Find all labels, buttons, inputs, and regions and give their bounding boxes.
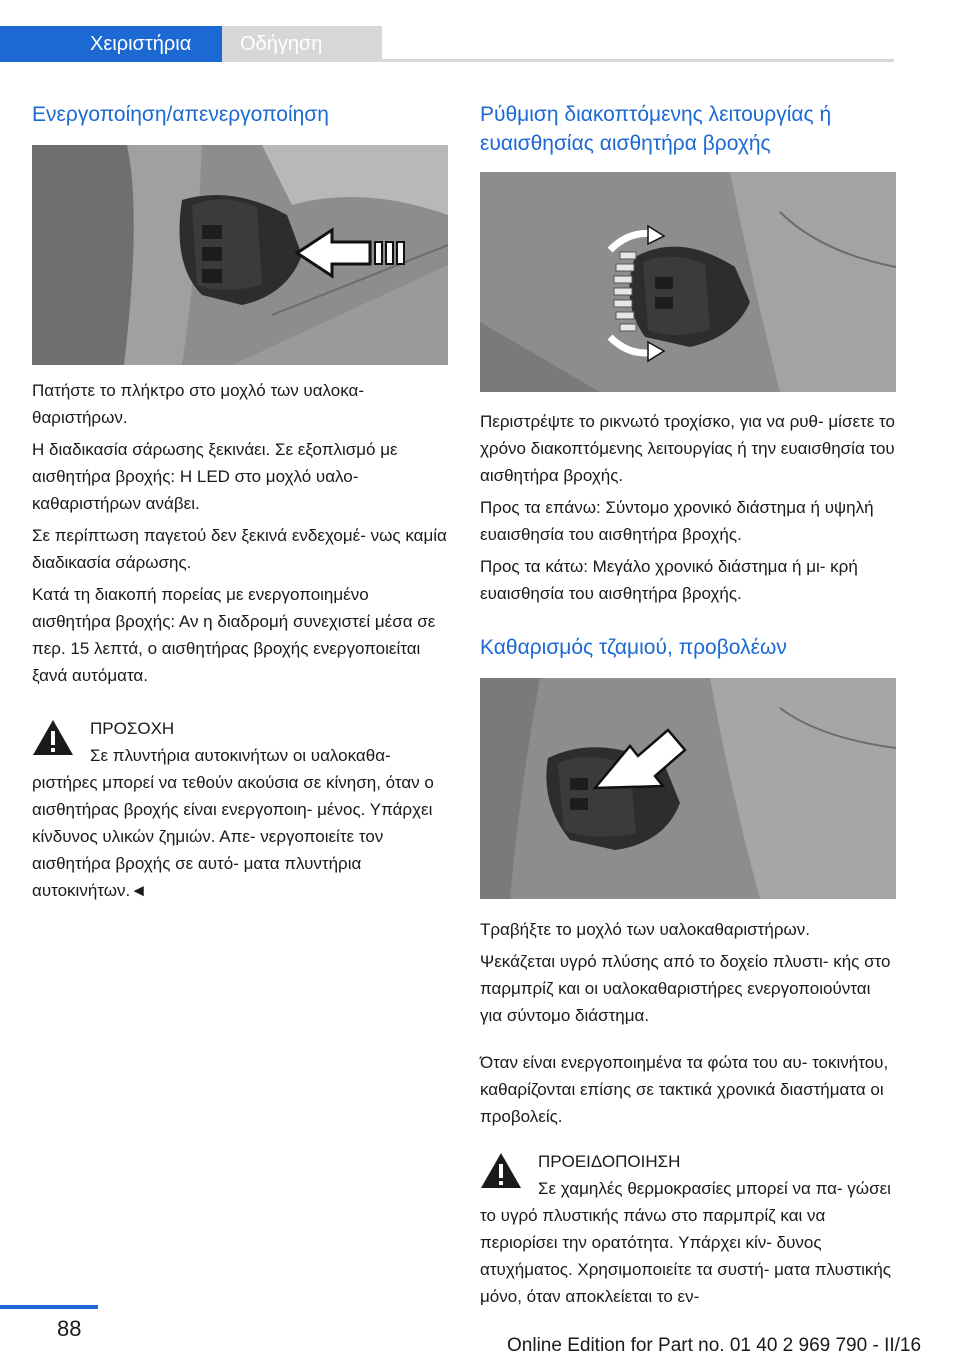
header-divider: [382, 59, 894, 62]
warning-title: ΠΡΟΣΟΧΗ: [90, 719, 175, 738]
warning-title: ΠΡΟΕΙΔΟΠΟΙΗΣΗ: [538, 1152, 681, 1171]
footer-divider: [0, 1305, 98, 1309]
section-heading-on-off: Ενεργοποίηση/απενεργοποίηση: [32, 103, 329, 126]
paragraph: Περιστρέψτε το ρικνωτό τροχίσκο, για να ρυθ‐ μίσετε το χρόνο διακοπτόμενης λειτουργίας ή την ευαισθησία του αισθητήρα βροχής.: [480, 412, 895, 485]
right-column: [480, 100, 896, 1310]
left-column: [32, 100, 448, 904]
pull-lever-illustration: [480, 678, 896, 899]
paragraph: Τραβήξτε το μοχλό των υαλοκαθαριστήρων.: [480, 920, 811, 939]
paragraph: Σε περίπτωση παγετού δεν ξεκινά ενδεχομέ‐ νως καμία διαδικασία σάρωσης.: [32, 526, 447, 572]
warning-triangle-icon: [32, 719, 74, 756]
warning-notice: [480, 1148, 896, 1310]
caution-notice: [32, 715, 448, 904]
warning-text: Σε χαμηλές θερμοκρασίες μπορεί να πα‐ γώσει το υγρό πλυστικής πάνω στο παρμπρίζ και να περιορίσει την ορατότητα. Υπάρχει κίν‐ δυνος ατυχήματος. Χρησιμοποιείτε τα συστή‐ ματα πλυστικής μόνο, όταν αποκλείεται το εν‐: [480, 1179, 892, 1306]
paragraph: Όταν είναι ενεργοποιημένα τα φώτα του αυ‐ τοκινήτου, καθαρίζονται επίσης σε τακτικά χρονικά διαστήματα οι προβολείς.: [480, 1053, 889, 1126]
warning-triangle-icon: [480, 1152, 522, 1189]
paragraph: Η διαδικασία σάρωσης ξεκινάει. Σε εξοπλισμό με αισθητήρα βροχής: Η LED στο μοχλό υαλο‐ καθαριστήρων ανάβει.: [32, 440, 398, 513]
warning-text: Σε πλυντήρια αυτοκινήτων οι υαλοκαθα‐ ριστήρες μπορεί να τεθούν ακούσια σε κίνηση, όταν ο αισθητήρας βροχής είναι ενεργοποιη‐ μένος. Υπάρχει κίνδυνος υλικών ζημιών. Απε‐ νεργοποιείτε τον αισθητήρα βροχής σε αυτό‐ ματα πλυντήρια αυτοκινήτων.◄: [32, 746, 434, 900]
section-heading-interval: Ρύθμιση διακοπτόμενης λειτουργίας ή ευαισθησίας αισθητήρα βροχής: [480, 103, 832, 155]
section-heading-washing: Καθαρισμός τζαμιού, προβολέων: [480, 636, 787, 659]
wiper-lever-illustration: [32, 145, 448, 365]
paragraph: Προς τα κάτω: Μεγάλο χρονικό διάστημα ή μι‐ κρή ευαισθησία του αισθητήρα βροχής.: [480, 557, 858, 603]
paragraph: Πατήστε το πλήκτρο στο μοχλό των υαλοκα‐ θαριστήρων.: [32, 381, 365, 427]
chapter-tabs: [0, 0, 894, 62]
tab-controls[interactable]: Χειριστήρια: [0, 26, 222, 62]
thumbwheel-illustration: [480, 172, 896, 392]
figure-wiper-button: [32, 145, 448, 365]
paragraph: Κατά τη διακοπή πορείας με ενεργοποιημένο αισθητήρα βροχής: Αν η διαδρομή συνεχιστεί μέσα σε περ. 15 λεπτά, ο αισθητήρας βροχής ενεργοποιείται ξανά αυτόματα.: [32, 585, 436, 685]
paragraph: Ψεκάζεται υγρό πλύσης από το δοχείο πλυστι‐ κής στο παρμπρίζ και οι υαλοκαθαριστήρες ενεργοποιούνται για σύντομο διάστημα.: [480, 952, 891, 1025]
edition-note: Online Edition for Part no. 01 40 2 969 790 - II/16: [507, 1335, 922, 1356]
tab-driving[interactable]: Οδήγηση: [222, 26, 382, 62]
page-number: 88: [57, 1316, 82, 1341]
figure-thumbwheel: [480, 172, 896, 392]
figure-pull-lever: [480, 678, 896, 899]
paragraph: Προς τα επάνω: Σύντομο χρονικό διάστημα ή υψηλή ευαισθησία του αισθητήρα βροχής.: [480, 498, 874, 544]
